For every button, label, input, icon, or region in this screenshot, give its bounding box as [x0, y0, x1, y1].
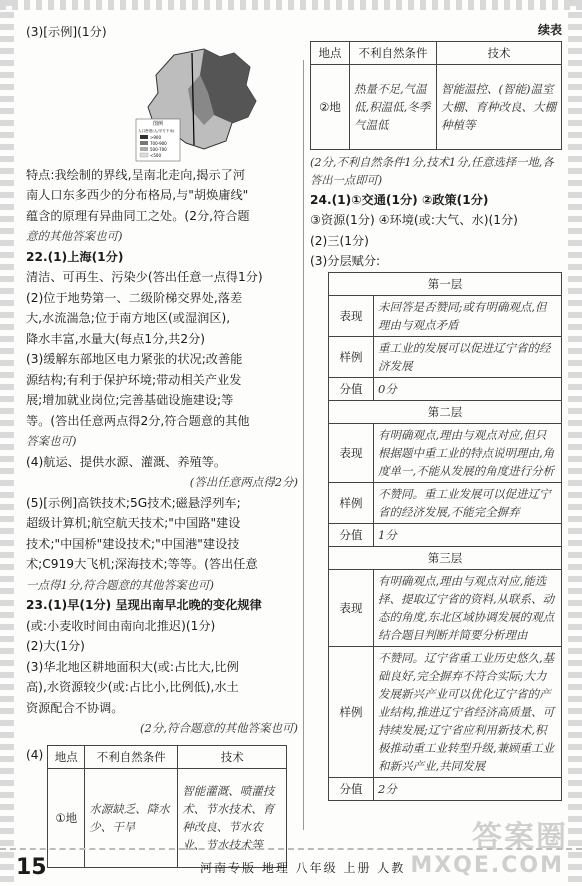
- q22-line-5: 降水丰富,水量大(每点1分,共2分): [26, 331, 206, 346]
- q22-line-1: 22.(1)上海(1分): [26, 249, 124, 264]
- q22-line-16: 术;C919大飞机;深海技术;等等。(答出任意: [26, 557, 258, 571]
- q23-line-2: (或:小麦收时间由南向北推迟)(1分): [26, 618, 216, 633]
- q22-line-11: (4)航运、提供水源、灌溉、养殖等。: [26, 454, 227, 469]
- q24-line-4: (3)分层赋分:: [310, 254, 381, 268]
- t4-cond: 水源缺乏、降水少、干旱: [85, 768, 178, 867]
- q23-line-5: 高),水资源较少(或:占比小,比例低),水土: [26, 680, 239, 694]
- top-header-place: 地点: [311, 41, 350, 64]
- q23-4-prefix: (4): [26, 747, 44, 762]
- continue-label: 续表: [537, 23, 562, 37]
- top-border-decoration: [0, 0, 582, 10]
- level-2-label-3: 分值: [329, 523, 374, 546]
- level-2-text-3: 1分: [374, 523, 562, 546]
- top-header-tech: 技术: [437, 41, 562, 64]
- q22-line-3: (2)位于地势第一、二级阶梯交界处,落差: [26, 290, 243, 305]
- q21-line-1: 特点:我绘制的界线,呈南北走向,揭示了河: [26, 167, 246, 182]
- q24-line-2: ③资源(1分) ④环境(或:大气、水)(1分): [310, 213, 518, 227]
- q22-line-13: (5)[示例]高铁技术;5G技术;磁悬浮列车;: [26, 495, 241, 510]
- q21-line-4: 意的其他答案也可): [26, 229, 123, 243]
- level-2-label-2: 样例: [329, 482, 374, 523]
- q22-line-6: (3)缓解东部地区电力紧张的状况;改善能: [26, 352, 243, 366]
- q22-line-2: 清洁、可再生、污染少(答出任意一点得1分): [26, 270, 263, 284]
- right-border-decoration: [568, 0, 582, 886]
- level-1-label-1: 表现: [329, 295, 374, 336]
- level-1-title: 第一层: [329, 272, 562, 295]
- level-1-text-3: 0分: [374, 377, 562, 400]
- top-table: [310, 41, 562, 150]
- page-number: 15: [16, 855, 47, 880]
- level-3-label-2: 样例: [329, 646, 374, 777]
- q23-line-7: (2分,符合题意的其他答案也可): [140, 721, 298, 735]
- legend-item-1: >900: [150, 134, 161, 140]
- q22-line-4: 大,水流湍急;位于南方地区(或湿润区),: [26, 311, 231, 325]
- henan-population-map: [134, 45, 262, 165]
- q23-line-1: 23.(1)早(1分) 呈现出南早北晚的变化规律: [26, 598, 262, 612]
- q22-line-14: 超级计算机;航空航天技术;"中国路"建设: [26, 516, 241, 530]
- q24-answer: [310, 190, 562, 272]
- level-3-text-3: 2分: [374, 777, 562, 800]
- level-1-label-2: 样例: [329, 336, 374, 377]
- level-1-label-3: 分值: [329, 377, 374, 400]
- legend-item-2: 700-900: [150, 140, 167, 146]
- q22-line-12: (答出任意两点得2分): [189, 475, 298, 489]
- t4-header-place: 地点: [48, 745, 85, 768]
- page-footer: [0, 848, 582, 886]
- level-2-title: 第二层: [329, 400, 562, 423]
- legend-title: 图例: [152, 120, 164, 127]
- level-2-text-2: 不赞同。重工业发展可以促进辽宁省的经济发展,不能完全摒弃: [374, 482, 562, 523]
- q21-line-3: 蕴含的原理有异曲同工之处。(2分,符合题: [26, 208, 250, 223]
- right-column: [310, 22, 562, 801]
- level-3-label-3: 分值: [329, 777, 374, 800]
- watermark-logo: 答案圈: [472, 820, 568, 855]
- legend-item-3: 500-700: [150, 146, 167, 152]
- left-border-decoration: [0, 0, 14, 886]
- q21-line-2: 南人口东多西少的分布格局,与"胡焕庸线": [26, 188, 249, 202]
- q22-line-9: 等。(答出任意两点得2分,符合题意的其他: [26, 413, 250, 428]
- q24-line-1: 24.(1)①交通(1分) ②政策(1分): [310, 192, 489, 207]
- q22-line-17: 一点得1分,符合题意的其他答案也可): [26, 577, 214, 592]
- watermark-url: MXQE.COM: [410, 853, 564, 878]
- t4-tech: 智能灌溉、喷灌技术、节水技术、育种改良、节水农业、节水技术等: [178, 768, 287, 867]
- level-1-text-2: 重工业的发展可以促进辽宁省的经济发展: [374, 336, 562, 377]
- level-3-text-2: 不赞同。辽宁省重工业历史悠久,基础良好,完全摒弃不符合实际;大力发展新兴产业可以优化辽宁省的产业结构,推进辽宁省经济高质量、可持续发展;辽宁省应利用新技术,积极推动重工业转型升级,兼顾重工业和新兴产业,共同发展: [374, 646, 562, 777]
- q24-line-3: (2)三(1分): [310, 233, 369, 248]
- q22-line-15: 技术;"中国桥"建设技术;"中国港"建设技: [26, 536, 240, 551]
- q23-answer: [26, 595, 298, 739]
- top-tech: 智能温控、(智能)温室大棚、育种改良、大棚种植等: [437, 64, 562, 149]
- t4-header-tech: 技术: [178, 745, 287, 768]
- q22-line-8: 展;增加就业岗位;完善基础设施建设;等: [26, 393, 234, 407]
- legend-unit: 人口密度(人/平方千米): [138, 128, 175, 133]
- q21-answer: [26, 165, 298, 247]
- level-3-label-1: 表现: [329, 569, 374, 646]
- level-1-text-1: 未回答是否赞同;或有明确观点,但理由与观点矛盾: [374, 295, 562, 336]
- top-header-cond: 不利自然条件: [350, 41, 437, 64]
- footer-info: 河南专版 地理 八年级 上册 人教: [200, 861, 406, 875]
- column-divider: [303, 60, 304, 830]
- top-note: (2分,不利自然条件1分,技术1分,任意选择一地,各答出一点即可): [310, 155, 554, 187]
- level-2-label-1: 表现: [329, 423, 374, 482]
- left-column: [26, 22, 298, 868]
- q21-3-label: (3)[示例](1分): [26, 25, 107, 39]
- q23-line-4: (3)华北地区耕地面积大(或:占比大,比例: [26, 659, 239, 674]
- top-place: ②地: [311, 64, 350, 149]
- q23-line-6: 资源配合不协调。: [26, 700, 124, 715]
- q23-line-3: (2)大(1分): [26, 639, 85, 653]
- top-cond: 热量不足,气温低,积温低,冬季气温低: [350, 64, 437, 149]
- legend-item-4: <500: [150, 152, 161, 158]
- level-2-text-1: 有明确观点,理由与观点对应,但只根据题中重工业的特点说明理由,角度单一,不能从发展的角度进行分析: [374, 423, 562, 482]
- level-3-text-1: 有明确观点,理由与观点对应,能选择、提取辽宁省的资料,从联系、动态的角度,东北区域协调发展的观点结合题目判断并简要分析理由: [374, 569, 562, 646]
- map-figure: [134, 45, 262, 163]
- q22-answer: [26, 247, 298, 596]
- t4-header-cond: 不利自然条件: [85, 745, 178, 768]
- q22-line-10: 答案也可): [26, 434, 77, 448]
- q22-line-7: 源结构;有利于保护环境;带动相关产业发: [26, 372, 242, 387]
- level-3-title: 第三层: [329, 546, 562, 569]
- t4-place: ①地: [48, 768, 85, 867]
- levels-table: [328, 272, 562, 801]
